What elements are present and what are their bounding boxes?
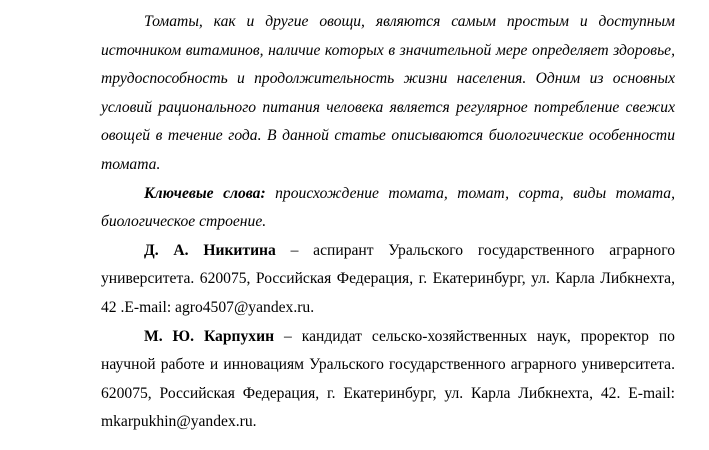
author-name-2: М. Ю. Карпухин	[144, 327, 275, 345]
author-paragraph-2	[101, 323, 675, 437]
keywords-text: происхождение томата, томат, сорта, виды томата, биологическое строение.	[101, 184, 675, 231]
keywords-label: Ключевые слова:	[144, 184, 266, 202]
author-info-1: – аспирант Уральского государственного аграрного университета. 620075, Российская Федерация, г. Екатеринбург, ул. Карла Либкнехта, 42 .E-mail: agro4507@yandex.ru.	[101, 241, 676, 316]
keywords-paragraph	[101, 180, 675, 237]
article-page	[101, 8, 675, 437]
author-info-2: – кандидат сельско-хозяйственных наук, проректор по научной работе и инновациям Уральского государственного аграрного университета. 620075, Российская Федерация, г. Екатеринбург, ул. Карла Либкнехта, 42. E-mail: mkarpukhin@yandex.ru.	[101, 327, 675, 431]
abstract-text: Томаты, как и другие овощи, являются самым простым и доступным источником витаминов, наличие которых в значительной мере определяет здоровье, трудоспособность и продолжительность жизни населения. Одним из основных условий рационального питания человека является регулярное потребление свежих овощей в течение года. В данной статье описываются биологические особенности томата.	[101, 13, 675, 173]
author-name-1: Д. А. Никитина	[144, 241, 276, 259]
author-paragraph-1	[101, 237, 675, 323]
abstract-paragraph	[101, 8, 675, 180]
